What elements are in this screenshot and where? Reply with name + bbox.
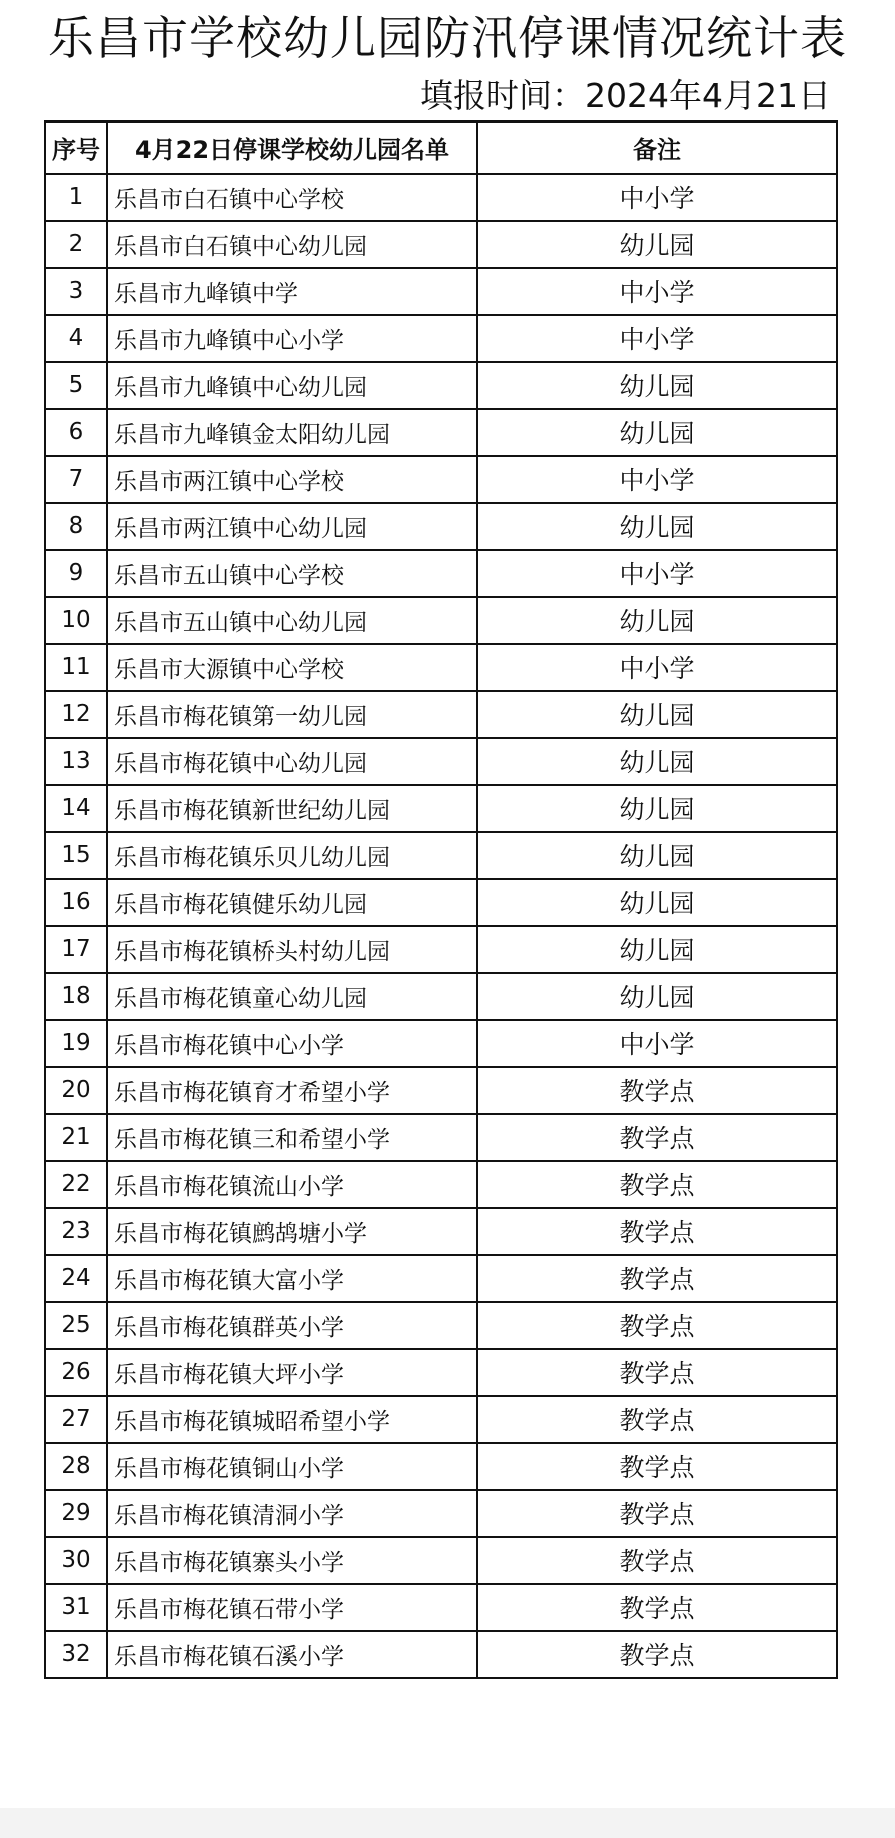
table-header-row bbox=[45, 122, 837, 174]
row-remark: 中小学 bbox=[477, 644, 837, 691]
page-bottom-strip bbox=[0, 1808, 895, 1838]
row-school-name: 乐昌市梅花镇桥头村幼儿园 bbox=[107, 926, 477, 973]
row-remark: 教学点 bbox=[477, 1208, 837, 1255]
row-remark: 教学点 bbox=[477, 1631, 837, 1678]
row-remark: 中小学 bbox=[477, 1020, 837, 1067]
row-remark: 幼儿园 bbox=[477, 597, 837, 644]
row-remark: 幼儿园 bbox=[477, 221, 837, 268]
row-remark: 中小学 bbox=[477, 550, 837, 597]
row-serial: 28 bbox=[45, 1443, 107, 1490]
table-row bbox=[45, 785, 837, 832]
row-remark: 教学点 bbox=[477, 1490, 837, 1537]
table-row bbox=[45, 362, 837, 409]
row-remark: 教学点 bbox=[477, 1584, 837, 1631]
row-school-name: 乐昌市梅花镇中心小学 bbox=[107, 1020, 477, 1067]
row-serial: 6 bbox=[45, 409, 107, 456]
table-row bbox=[45, 973, 837, 1020]
row-school-name: 乐昌市九峰镇中心幼儿园 bbox=[107, 362, 477, 409]
row-school-name: 乐昌市梅花镇大坪小学 bbox=[107, 1349, 477, 1396]
row-remark: 教学点 bbox=[477, 1396, 837, 1443]
table-row bbox=[45, 738, 837, 785]
header-school-name: 4月22日停课学校幼儿园名单 bbox=[107, 122, 477, 174]
row-serial: 25 bbox=[45, 1302, 107, 1349]
row-remark: 教学点 bbox=[477, 1161, 837, 1208]
row-school-name: 乐昌市梅花镇童心幼儿园 bbox=[107, 973, 477, 1020]
row-remark: 教学点 bbox=[477, 1349, 837, 1396]
row-remark: 教学点 bbox=[477, 1067, 837, 1114]
row-school-name: 乐昌市梅花镇健乐幼儿园 bbox=[107, 879, 477, 926]
table-row bbox=[45, 409, 837, 456]
table-row bbox=[45, 1067, 837, 1114]
table-row bbox=[45, 456, 837, 503]
school-closure-table bbox=[44, 120, 838, 1679]
header-serial: 序号 bbox=[45, 122, 107, 174]
row-serial: 27 bbox=[45, 1396, 107, 1443]
row-serial: 9 bbox=[45, 550, 107, 597]
row-remark: 教学点 bbox=[477, 1114, 837, 1161]
row-serial: 31 bbox=[45, 1584, 107, 1631]
row-serial: 15 bbox=[45, 832, 107, 879]
row-school-name: 乐昌市五山镇中心幼儿园 bbox=[107, 597, 477, 644]
row-remark: 幼儿园 bbox=[477, 832, 837, 879]
row-remark: 中小学 bbox=[477, 315, 837, 362]
row-remark: 教学点 bbox=[477, 1537, 837, 1584]
row-serial: 20 bbox=[45, 1067, 107, 1114]
row-school-name: 乐昌市两江镇中心幼儿园 bbox=[107, 503, 477, 550]
row-school-name: 乐昌市梅花镇群英小学 bbox=[107, 1302, 477, 1349]
header-remark: 备注 bbox=[477, 122, 837, 174]
table-row bbox=[45, 1208, 837, 1255]
row-school-name: 乐昌市梅花镇中心幼儿园 bbox=[107, 738, 477, 785]
row-remark: 幼儿园 bbox=[477, 691, 837, 738]
row-serial: 14 bbox=[45, 785, 107, 832]
row-serial: 24 bbox=[45, 1255, 107, 1302]
table-row bbox=[45, 1631, 837, 1678]
row-serial: 17 bbox=[45, 926, 107, 973]
row-serial: 29 bbox=[45, 1490, 107, 1537]
row-school-name: 乐昌市梅花镇石溪小学 bbox=[107, 1631, 477, 1678]
row-serial: 10 bbox=[45, 597, 107, 644]
row-serial: 23 bbox=[45, 1208, 107, 1255]
row-school-name: 乐昌市白石镇中心幼儿园 bbox=[107, 221, 477, 268]
row-serial: 19 bbox=[45, 1020, 107, 1067]
row-serial: 26 bbox=[45, 1349, 107, 1396]
row-remark: 幼儿园 bbox=[477, 785, 837, 832]
row-remark: 幼儿园 bbox=[477, 362, 837, 409]
row-school-name: 乐昌市梅花镇城昭希望小学 bbox=[107, 1396, 477, 1443]
row-school-name: 乐昌市梅花镇清洞小学 bbox=[107, 1490, 477, 1537]
row-serial: 7 bbox=[45, 456, 107, 503]
table-row bbox=[45, 1161, 837, 1208]
row-school-name: 乐昌市梅花镇石带小学 bbox=[107, 1584, 477, 1631]
row-serial: 13 bbox=[45, 738, 107, 785]
row-remark: 中小学 bbox=[477, 456, 837, 503]
row-school-name: 乐昌市梅花镇寨头小学 bbox=[107, 1537, 477, 1584]
row-remark: 幼儿园 bbox=[477, 409, 837, 456]
row-school-name: 乐昌市五山镇中心学校 bbox=[107, 550, 477, 597]
row-serial: 8 bbox=[45, 503, 107, 550]
row-serial: 21 bbox=[45, 1114, 107, 1161]
table-row bbox=[45, 1302, 837, 1349]
document-title: 乐昌市学校幼儿园防汛停课情况统计表 bbox=[48, 11, 847, 65]
row-remark: 中小学 bbox=[477, 268, 837, 315]
table-row bbox=[45, 1584, 837, 1631]
row-serial: 18 bbox=[45, 973, 107, 1020]
row-school-name: 乐昌市梅花镇新世纪幼儿园 bbox=[107, 785, 477, 832]
table-row bbox=[45, 1114, 837, 1161]
row-remark: 幼儿园 bbox=[477, 879, 837, 926]
row-school-name: 乐昌市梅花镇大富小学 bbox=[107, 1255, 477, 1302]
row-serial: 1 bbox=[45, 174, 107, 221]
row-remark: 教学点 bbox=[477, 1255, 837, 1302]
row-school-name: 乐昌市大源镇中心学校 bbox=[107, 644, 477, 691]
table-row bbox=[45, 503, 837, 550]
row-serial: 30 bbox=[45, 1537, 107, 1584]
row-remark: 教学点 bbox=[477, 1443, 837, 1490]
row-remark: 幼儿园 bbox=[477, 738, 837, 785]
row-serial: 5 bbox=[45, 362, 107, 409]
row-school-name: 乐昌市两江镇中心学校 bbox=[107, 456, 477, 503]
row-school-name: 乐昌市梅花镇三和希望小学 bbox=[107, 1114, 477, 1161]
row-remark: 幼儿园 bbox=[477, 926, 837, 973]
table-row bbox=[45, 1396, 837, 1443]
table-row bbox=[45, 1349, 837, 1396]
row-school-name: 乐昌市梅花镇流山小学 bbox=[107, 1161, 477, 1208]
row-serial: 22 bbox=[45, 1161, 107, 1208]
table-row bbox=[45, 174, 837, 221]
row-school-name: 乐昌市九峰镇中学 bbox=[107, 268, 477, 315]
table-row bbox=[45, 315, 837, 362]
table-row bbox=[45, 1537, 837, 1584]
report-date: 填报时间：2024年4月21日 bbox=[420, 76, 831, 115]
row-serial: 12 bbox=[45, 691, 107, 738]
table-row bbox=[45, 550, 837, 597]
row-remark: 教学点 bbox=[477, 1302, 837, 1349]
row-serial: 4 bbox=[45, 315, 107, 362]
table-row bbox=[45, 644, 837, 691]
row-school-name: 乐昌市白石镇中心学校 bbox=[107, 174, 477, 221]
row-remark: 幼儿园 bbox=[477, 503, 837, 550]
row-school-name: 乐昌市梅花镇乐贝儿幼儿园 bbox=[107, 832, 477, 879]
row-remark: 幼儿园 bbox=[477, 973, 837, 1020]
row-school-name: 乐昌市梅花镇育才希望小学 bbox=[107, 1067, 477, 1114]
row-serial: 11 bbox=[45, 644, 107, 691]
row-remark: 中小学 bbox=[477, 174, 837, 221]
row-school-name: 乐昌市梅花镇第一幼儿园 bbox=[107, 691, 477, 738]
table-row bbox=[45, 1255, 837, 1302]
table-row bbox=[45, 268, 837, 315]
table-row bbox=[45, 1020, 837, 1067]
table-row bbox=[45, 926, 837, 973]
table-row bbox=[45, 1443, 837, 1490]
row-school-name: 乐昌市梅花镇铜山小学 bbox=[107, 1443, 477, 1490]
row-serial: 2 bbox=[45, 221, 107, 268]
row-serial: 3 bbox=[45, 268, 107, 315]
table-row bbox=[45, 1490, 837, 1537]
table-row bbox=[45, 832, 837, 879]
table-body bbox=[45, 174, 837, 1678]
row-school-name: 乐昌市梅花镇鹧鸪塘小学 bbox=[107, 1208, 477, 1255]
row-serial: 32 bbox=[45, 1631, 107, 1678]
table-row bbox=[45, 221, 837, 268]
row-school-name: 乐昌市九峰镇中心小学 bbox=[107, 315, 477, 362]
table-row bbox=[45, 597, 837, 644]
table-row bbox=[45, 879, 837, 926]
row-school-name: 乐昌市九峰镇金太阳幼儿园 bbox=[107, 409, 477, 456]
table-row bbox=[45, 691, 837, 738]
row-serial: 16 bbox=[45, 879, 107, 926]
